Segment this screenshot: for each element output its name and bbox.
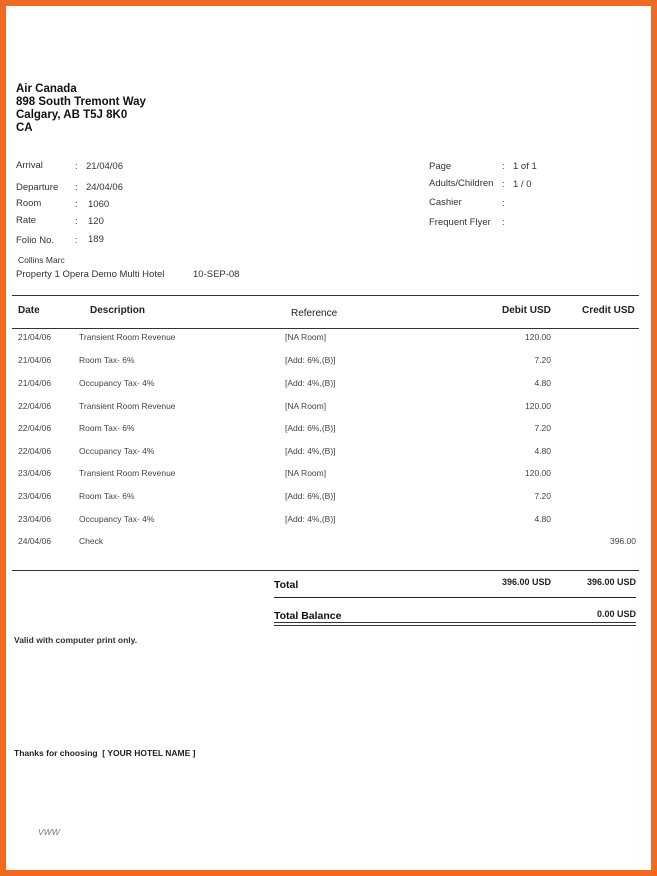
cell-description: Occupancy Tax- 4% [79, 514, 155, 524]
adults-children-colon: : [502, 179, 505, 190]
folio-label: Folio No. [16, 235, 55, 246]
table-bottom-rule [12, 570, 639, 571]
folio-value: 189 [88, 234, 104, 245]
cell-credit: 396.00 [610, 536, 636, 546]
room-value: 1060 [88, 199, 110, 210]
table-header-rule [12, 328, 639, 329]
table-top-rule [12, 295, 639, 296]
header-debit: Debit USD [502, 305, 551, 316]
total-balance-label: Total Balance [274, 610, 342, 622]
cell-description: Room Tax- 6% [79, 423, 135, 433]
arrival-colon: : [75, 161, 78, 172]
cell-date: 21/04/06 [18, 378, 52, 388]
cell-reference: [Add: 6%,(B)] [285, 491, 336, 501]
guest-name: Collins Marc [18, 255, 65, 265]
cell-date: 24/04/06 [18, 536, 52, 546]
room-label: Room [16, 198, 42, 209]
adults-children-value: 1 / 0 [513, 179, 532, 190]
departure-label: Departure [16, 182, 59, 193]
total-balance-value: 0.00 USD [596, 609, 636, 619]
arrival-value: 21/04/06 [86, 161, 123, 172]
total-debit: 396.00 USD [501, 577, 551, 587]
balance-rule-1 [274, 622, 636, 623]
cell-debit: 4.80 [534, 514, 551, 524]
cashier-label: Cashier [429, 197, 462, 208]
cell-date: 22/04/06 [18, 446, 52, 456]
print-date: 10-SEP-08 [193, 269, 240, 280]
frequent-flyer-label: Frequent Flyer [429, 217, 491, 228]
footer-mark: VWW [38, 827, 60, 837]
cell-reference: [Add: 6%,(B)] [285, 355, 336, 365]
address-line-2: 898 South Tremont Way [16, 96, 146, 108]
page-colon: : [502, 161, 505, 172]
cell-reference: [Add: 4%,(B)] [285, 378, 336, 388]
total-label: Total [274, 579, 299, 591]
rate-label: Rate [16, 215, 37, 226]
invoice-page [6, 6, 651, 870]
header-description: Description [90, 305, 146, 316]
cell-date: 22/04/06 [18, 401, 52, 411]
cell-debit: 4.80 [534, 446, 551, 456]
cell-debit: 120.00 [525, 332, 551, 342]
cell-reference: [Add: 4%,(B)] [285, 514, 336, 524]
rate-value: 120 [88, 216, 104, 227]
address-line-4: CA [16, 122, 33, 134]
cell-date: 23/04/06 [18, 491, 52, 501]
header-date: Date [18, 305, 40, 316]
cell-description: Transient Room Revenue [79, 332, 176, 342]
cell-description: Check [79, 536, 104, 546]
cell-description: Occupancy Tax- 4% [79, 446, 155, 456]
address-line-3: Calgary, AB T5J 8K0 [16, 109, 128, 121]
frequent-flyer-colon: : [502, 217, 505, 228]
cell-description: Transient Room Revenue [79, 401, 176, 411]
thanks-note: Thanks for choosing [ YOUR HOTEL NAME ] [14, 748, 196, 758]
arrival-label: Arrival [16, 160, 43, 171]
header-reference: Reference [291, 308, 338, 319]
address-line-1: Air Canada [16, 83, 77, 95]
page-label: Page [429, 161, 452, 172]
cell-date: 22/04/06 [18, 423, 52, 433]
cell-reference: [Add: 6%,(B)] [285, 423, 336, 433]
cell-reference: [Add: 4%,(B)] [285, 446, 336, 456]
cell-description: Transient Room Revenue [79, 468, 176, 478]
cell-date: 21/04/06 [18, 332, 52, 342]
cell-debit: 120.00 [525, 468, 551, 478]
cell-description: Room Tax- 6% [79, 491, 135, 501]
cashier-colon: : [502, 198, 505, 209]
adults-children-label: Adults/Children [429, 178, 494, 189]
cell-description: Room Tax- 6% [79, 355, 135, 365]
property-name: Property 1 Opera Demo Multi Hotel [16, 269, 165, 280]
cell-reference: [NA Room] [285, 332, 327, 342]
header-credit: Credit USD [582, 305, 635, 316]
rate-colon: : [75, 216, 78, 227]
cell-description: Occupancy Tax- 4% [79, 378, 155, 388]
balance-rule-2 [274, 625, 636, 626]
cell-debit: 7.20 [534, 491, 551, 501]
cell-debit: 4.80 [534, 378, 551, 388]
cell-debit: 7.20 [534, 355, 551, 365]
departure-colon: : [75, 182, 78, 193]
cell-reference: [NA Room] [285, 468, 327, 478]
cell-debit: 120.00 [525, 401, 551, 411]
cell-debit: 7.20 [534, 423, 551, 433]
cell-date: 23/04/06 [18, 514, 52, 524]
departure-value: 24/04/06 [86, 182, 123, 193]
total-credit: 396.00 USD [586, 577, 636, 587]
cell-date: 23/04/06 [18, 468, 52, 478]
room-colon: : [75, 199, 78, 210]
page-value: 1 of 1 [513, 161, 537, 172]
total-rule [274, 597, 636, 598]
folio-colon: : [75, 235, 78, 246]
cell-reference: [NA Room] [285, 401, 327, 411]
valid-note: Valid with computer print only. [14, 635, 138, 645]
cell-date: 21/04/06 [18, 355, 52, 365]
